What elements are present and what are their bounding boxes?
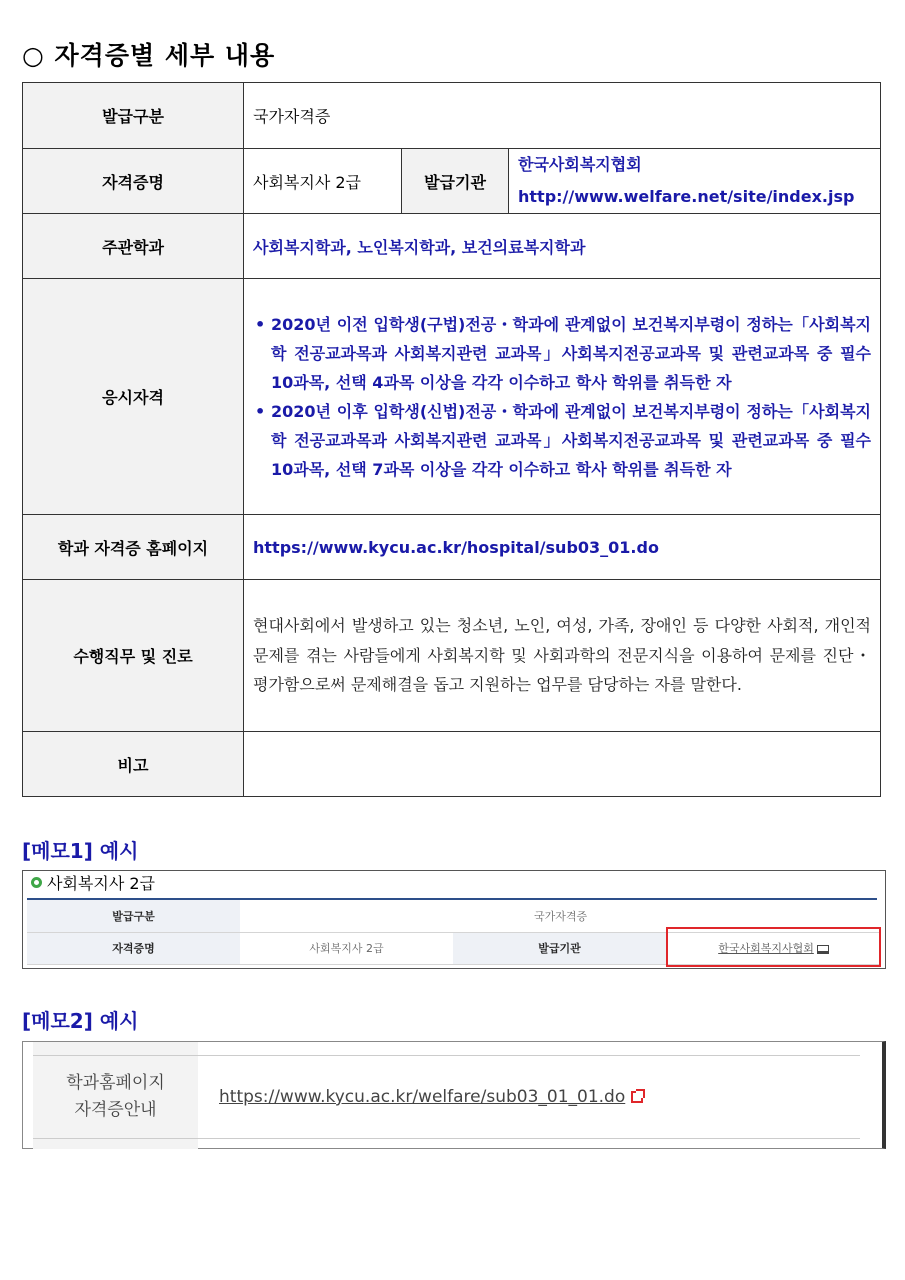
eligibility-item-new: • 2020년 이후 입학생(신법)전공・학과에 관계없이 보건복지부령이 정하는「사회복지학 전공교과목과 사회복지관련 교과목」사회복지전공교과목 및 관련교과목 중 필수 10과목, 선택 7과목 이상을 각각 이수하고 학사 학위를 취득한 자 [253, 397, 871, 484]
memo2-label [33, 1070, 198, 1124]
issue-type-value: 국가자격증 [244, 83, 881, 149]
dept-label: 주관학과 [23, 214, 244, 279]
row-cert-name [23, 149, 881, 214]
homepage-url[interactable]: https://www.kycu.ac.kr/hospital/sub03_01.do [244, 515, 881, 580]
memo1-title: [메모1] 예시 [22, 839, 139, 863]
eligibility-label: 응시자격 [23, 279, 244, 515]
memo2-top-rule [33, 1055, 860, 1056]
row-homepage [23, 515, 881, 580]
memo1-cert-name-value: 사회복지사 2급 [240, 932, 453, 964]
memo1-issue-type-value: 국가자격증 [240, 900, 881, 932]
dept-value: 사회복지학과, 노인복지학과, 보건의료복지학과 [244, 214, 881, 279]
row-duty [23, 580, 881, 732]
cert-name-label: 자격증명 [23, 149, 244, 214]
row-eligibility [23, 279, 881, 515]
eligibility-cell [244, 279, 881, 515]
issuer-url[interactable]: http://www.welfare.net/site/index.jsp [518, 187, 855, 206]
memo2-url-link[interactable] [219, 1087, 643, 1107]
issuer-cell [509, 149, 881, 214]
duty-value: 현대사회에서 발생하고 있는 청소년, 노인, 여성, 가족, 장애인 등 다양한 사회적, 개인적 문제를 겪는 사람들에게 사회복지학 및 사회과학의 전문지식을 이용하여 문제를 진단・평가함으로써 문제해결을 돕고 지원하는 업무를 담당하는 자를 말한다. [253, 616, 871, 695]
eligibility-list [253, 310, 871, 484]
duty-label: 수행직무 및 진로 [23, 580, 244, 732]
memo1-screenshot [22, 870, 886, 969]
memo2-label-line1: 학과홈페이지 [66, 1073, 165, 1093]
issue-type-label: 발급구분 [23, 83, 244, 149]
memo1-cert-title-text: 사회복지사 2급 [47, 874, 156, 893]
external-link-icon [631, 1091, 643, 1103]
memo2-screenshot [22, 1041, 886, 1149]
page-title: ○ 자격증별 세부 내용 [22, 41, 276, 70]
memo2-title: [메모2] 예시 [22, 1009, 139, 1033]
homepage-label: 학과 자격증 홈페이지 [23, 515, 244, 580]
memo2-label-line2: 자격증안내 [74, 1100, 157, 1120]
memo2-bottom-rule [33, 1138, 860, 1139]
note-label: 비고 [23, 732, 244, 797]
issuer-name: 한국사회복지협회 [518, 155, 642, 174]
issuer-label: 발급기관 [402, 149, 509, 214]
memo1-cert-title [31, 871, 155, 894]
memo1-issuer-link[interactable]: 한국사회복지사협회 [718, 942, 814, 955]
note-value [244, 732, 881, 797]
row-note [23, 732, 881, 797]
highlight-box [666, 927, 881, 967]
memo1-issuer-label: 발급기관 [453, 932, 666, 964]
eligibility-item-old: • 2020년 이전 입학생(구법)전공・학과에 관계없이 보건복지부령이 정하는「사회복지학 전공교과목과 사회복지관련 교과목」사회복지전공교과목 및 관련교과목 중 필수 10과목, 선택 4과목 이상을 각각 이수하고 학사 학위를 취득한 자 [253, 310, 871, 397]
row-issue-type [23, 83, 881, 149]
memo1-issue-type-label: 발급구분 [27, 900, 240, 932]
memo1-cert-name-label: 자격증명 [27, 932, 240, 964]
cert-name-value: 사회복지사 2급 [244, 149, 402, 214]
cert-detail-table [22, 82, 881, 797]
circle-bullet-icon [31, 877, 42, 888]
memo2-url[interactable]: https://www.kycu.ac.kr/welfare/sub03_01_01.do [219, 1087, 626, 1107]
duty-cell [244, 580, 881, 732]
row-department [23, 214, 881, 279]
